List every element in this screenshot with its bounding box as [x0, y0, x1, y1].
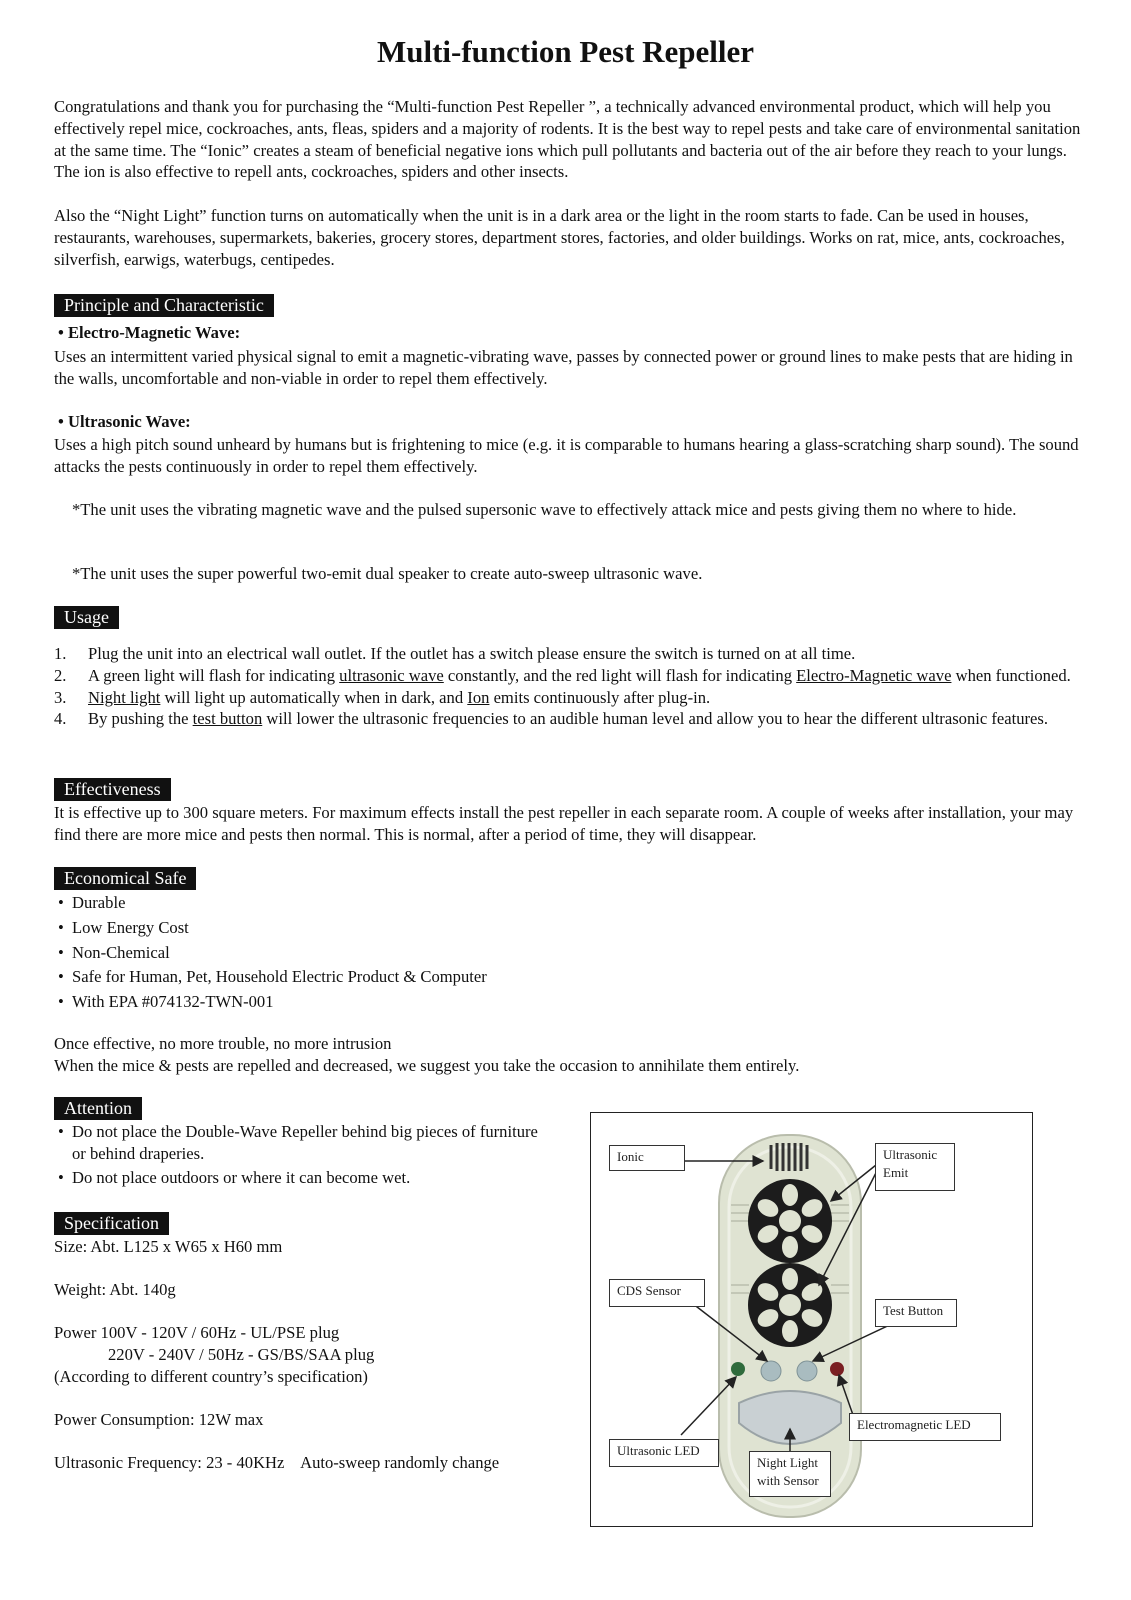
- ultrasonic-wave-text: Uses a high pitch sound unheard by humans but is frightening to mice (e.g. it is comparable to humans hearing a glass-scratching sharp sound). The sound attacks the pests continuously in order to repel them effectively.: [54, 435, 1079, 476]
- section-heading-effectiveness: Effectiveness: [54, 778, 171, 801]
- economical-list: [58, 891, 487, 1015]
- electromagnetic-led-icon: [830, 1362, 844, 1376]
- callout-electromagnetic-led: Electromagnetic LED: [849, 1413, 1001, 1441]
- ionic-vent-icon: [771, 1143, 807, 1171]
- ion-link: Ion: [467, 687, 490, 707]
- ultrasonic-wave-title: • Ultrasonic Wave:: [58, 412, 191, 431]
- callout-ionic: Ionic: [609, 1145, 685, 1171]
- document-title: Multi-function Pest Repeller: [376, 34, 755, 69]
- usage-item: 1. Plug the unit into an electrical wall outlet. If the outlet has a switch please ensure the switch is turned on at all time.: [54, 644, 856, 663]
- speaker-top-icon: [748, 1179, 832, 1263]
- callout-test-button: Test Button: [875, 1299, 957, 1327]
- test-button-link: test button: [192, 709, 263, 729]
- closing-line-1: Once effective, no more trouble, no more intrusion: [54, 1034, 392, 1053]
- spec-power-1: Power 100V - 120V / 60Hz - UL/PSE plug: [54, 1323, 340, 1342]
- intro-paragraph-2: Also the “Night Light” function turns on automatically when the unit is in a dark area or the light in the room starts to fade. Can be used in houses, restaurants, warehouses, supermarkets, bakeries, grocery stores, department stores, factories, and older buildings. Works on rat, mice, ants, cockroaches, silverfish, earwigs, waterbugs, centipedes.: [54, 206, 1065, 269]
- list-item: • Non-Chemical: [58, 941, 487, 966]
- intro-paragraph-1: Congratulations and thank you for purchasing the “Multi-function Pest Repeller ”, a technically advanced environmental product, which will help you effectively repel mice, cockroaches, ants, fleas, spiders and a majority of rodents. It is the best way to repel pests and take care of environmental sanitation at the same time. The “Ionic” creates a steam of beneficial negative ions which pull pollutants and bacteria out of the air before they reach to your lungs. The ion is also effective to repell ants, cockroaches, spiders and other insects.: [54, 97, 1081, 182]
- list-item: • With EPA #074132-TWN-001: [58, 990, 487, 1015]
- list-item: • Low Energy Cost: [58, 916, 487, 941]
- speaker-bottom-icon: [748, 1263, 832, 1347]
- em-wave-text: Uses an intermittent varied physical signal to emit a magnetic-vibrating wave, passes by connected power or ground lines to make pests that are hiding in the walls, uncomfortable and non-viable in order to repel them effectively.: [54, 347, 1073, 388]
- usage-item: 4. By pushing the test button will lower the ultrasonic frequencies to an audible human level and allow you to hear the different ultrasonic features.: [54, 709, 1049, 729]
- section-heading-specification: Specification: [54, 1212, 169, 1235]
- callout-ultrasonic-led: Ultrasonic LED: [609, 1439, 719, 1467]
- closing-line-2: When the mice & pests are repelled and decreased, we suggest you take the occasion to annihilate them entirely.: [54, 1056, 800, 1075]
- em-wave-title: • Electro-Magnetic Wave:: [58, 323, 241, 342]
- section-heading-attention: Attention: [54, 1097, 142, 1120]
- spec-frequency: Ultrasonic Frequency: 23 - 40KHz Auto-sweep randomly change: [54, 1453, 500, 1472]
- spec-consumption: Power Consumption: 12W max: [54, 1410, 264, 1429]
- callout-ultrasonic-emit: Ultrasonic Emit: [875, 1143, 955, 1191]
- principle-note-2: *The unit uses the super powerful two-emit dual speaker to create auto-sweep ultrasonic wave.: [72, 564, 703, 583]
- callout-cds-sensor: CDS Sensor: [609, 1279, 705, 1307]
- usage-item: 2. A green light will flash for indicating ultrasonic wave constantly, and the red light will flash for indicating Electro-Magnetic wave when functioned.: [54, 665, 1071, 685]
- test-button-icon[interactable]: [797, 1361, 817, 1381]
- product-diagram: [590, 1112, 1033, 1527]
- section-heading-economical: Economical Safe: [54, 867, 196, 890]
- list-item: • Do not place outdoors or where it can become wet.: [58, 1167, 548, 1189]
- effectiveness-text: It is effective up to 300 square meters. For maximum effects install the pest repeller in each separate room. A couple of weeks after installation, your may find there are more mice and pests then normal. This is normal, after a period of time, they will disappear.: [54, 803, 1074, 844]
- usage-list: [54, 643, 1094, 730]
- spec-power-2: 220V - 240V / 50Hz - GS/BS/SAA plug: [108, 1345, 375, 1364]
- attention-list: [58, 1121, 548, 1190]
- list-item: • Durable: [58, 891, 487, 916]
- usage-item: 3. Night light will light up automatically when in dark, and Ion emits continuously after plug-in.: [54, 687, 711, 707]
- cds-sensor-icon: [761, 1361, 781, 1381]
- ultrasonic-led-icon: [731, 1362, 745, 1376]
- ultrasonic-wave-link: ultrasonic wave: [339, 665, 444, 685]
- list-item: • Do not place the Double-Wave Repeller behind big pieces of furniture or behind draperies.: [58, 1121, 548, 1165]
- section-heading-principle: Principle and Characteristic: [54, 294, 274, 317]
- callout-night-light: Night Light with Sensor: [749, 1451, 831, 1497]
- night-light-link: Night light: [88, 687, 161, 707]
- section-heading-usage: Usage: [54, 606, 119, 629]
- spec-weight: Weight: Abt. 140g: [54, 1280, 176, 1299]
- electro-magnetic-wave-link: Electro-Magnetic wave: [796, 665, 952, 685]
- spec-size: Size: Abt. L125 x W65 x H60 mm: [54, 1237, 283, 1256]
- spec-power-3: (According to different country’s specification): [54, 1367, 368, 1386]
- principle-note-1: *The unit uses the vibrating magnetic wave and the pulsed supersonic wave to effectively attack mice and pests giving them no where to hide.: [72, 500, 1017, 519]
- list-item: • Safe for Human, Pet, Household Electric Product & Computer: [58, 965, 487, 990]
